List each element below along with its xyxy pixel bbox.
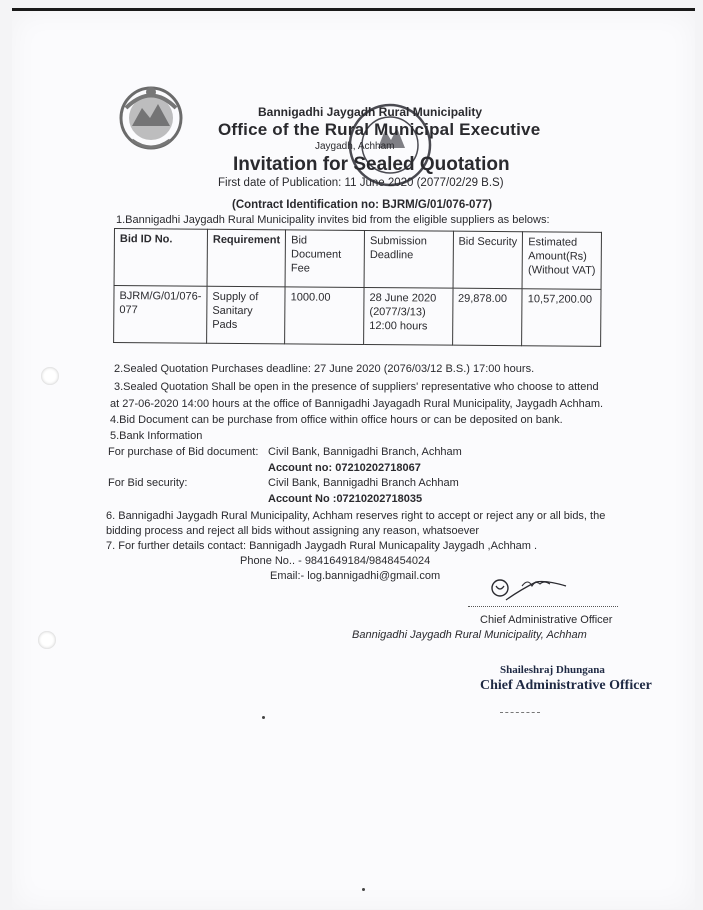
- table-row: [114, 286, 601, 347]
- purchase-account: Account no: 07210202718067: [268, 462, 421, 474]
- bid-table: [113, 228, 602, 347]
- signatory-org: Bannigadhi Jaygadh Rural Municipality, Achham: [352, 629, 587, 641]
- security-label: For Bid security:: [108, 477, 188, 489]
- intro-paragraph: 1.Bannigadhi Jaygadh Rural Municipality invites bid from the eligible suppliers as belows:: [116, 214, 550, 226]
- org-name: Bannigadhi Jaygadh Rural Municipality: [258, 105, 483, 119]
- purchase-bank: Civil Bank, Bannigadhi Branch, Achham: [268, 446, 462, 458]
- column-header: Bid Security: [453, 231, 523, 289]
- security-bank: Civil Bank, Bannigadhi Branch Achham: [268, 477, 459, 489]
- point-6-continued: bidding process and reject all bids without assigning any reason, whatsoever: [106, 525, 479, 537]
- point-7: 7. For further details contact: Bannigadh Jaygadh Rural Municapality Jaygadh ,Achham .: [106, 540, 538, 552]
- table-cell: Supply of Sanitary Pads: [207, 286, 286, 344]
- column-header: Estimated Amount(Rs) (Without VAT): [522, 232, 601, 290]
- point-2: 2.Sealed Quotation Purchases deadline: 27 June 2020 (2076/03/12 B.S.) 17:00 hours.: [114, 363, 535, 375]
- security-account: Account No :07210202718035: [268, 493, 423, 505]
- table-cell: 29,878.00: [452, 288, 522, 346]
- signature-line: [468, 606, 618, 607]
- email-address: Email:- log.bannigadhi@gmail.com: [270, 570, 441, 582]
- government-emblem-icon: [112, 78, 190, 156]
- stamp-title: Chief Administrative Officer: [480, 678, 652, 693]
- location: Jaygadh, Achham: [315, 141, 395, 152]
- point-3: 3.Sealed Quotation Shall be open in the presence of suppliers' representative who choose to attend: [114, 381, 599, 393]
- table-cell: 1000.00: [285, 287, 364, 345]
- column-header: Requirement: [207, 229, 286, 287]
- divider: [500, 712, 540, 713]
- punch-hole: [41, 367, 59, 385]
- scan-speck: [262, 716, 265, 719]
- point-4: 4.Bid Document can be purchase from office within office hours or can be deposited on bank.: [110, 414, 563, 426]
- column-header: Bid ID No.: [114, 229, 207, 287]
- page-title: Invitation for Sealed Quotation: [233, 154, 510, 175]
- contract-id: (Contract Identification no: BJRM/G/01/076-077): [232, 199, 493, 211]
- punch-hole: [38, 631, 56, 649]
- point-6: 6. Bannigadhi Jaygadh Rural Municipality, Achham reserves right to accept or reject any or all bids, the: [106, 510, 606, 522]
- stamp-name: Shaileshraj Dhungana: [500, 664, 605, 676]
- publication-date: First date of Publication: 11 June 2020 (2077/02/29 B.S): [218, 177, 504, 189]
- point-5: 5.Bank Information: [110, 430, 203, 442]
- scan-speck: [362, 888, 365, 891]
- signatory-title: Chief Administrative Officer: [480, 614, 613, 626]
- table-cell: 10,57,200.00: [522, 289, 601, 347]
- purchase-label: For purchase of Bid document:: [108, 446, 259, 458]
- table-header-row: [114, 229, 601, 290]
- table-cell: BJRM/G/01/076-077: [114, 286, 207, 344]
- column-header: Submission Deadline: [364, 230, 453, 288]
- phone-number: Phone No.. - 9841649184/9848454024: [240, 555, 431, 567]
- office-title: Office of the Rural Municipal Executive: [218, 120, 541, 139]
- table-cell: 28 June 2020 (2077/3/13) 12:00 hours: [364, 287, 453, 345]
- column-header: Bid Document Fee: [285, 230, 364, 288]
- point-3-continued: at 27-06-2020 14:00 hours at the office of Bannigadhi Jayagadh Rural Municipality, Jaygadh Achham.: [110, 398, 604, 410]
